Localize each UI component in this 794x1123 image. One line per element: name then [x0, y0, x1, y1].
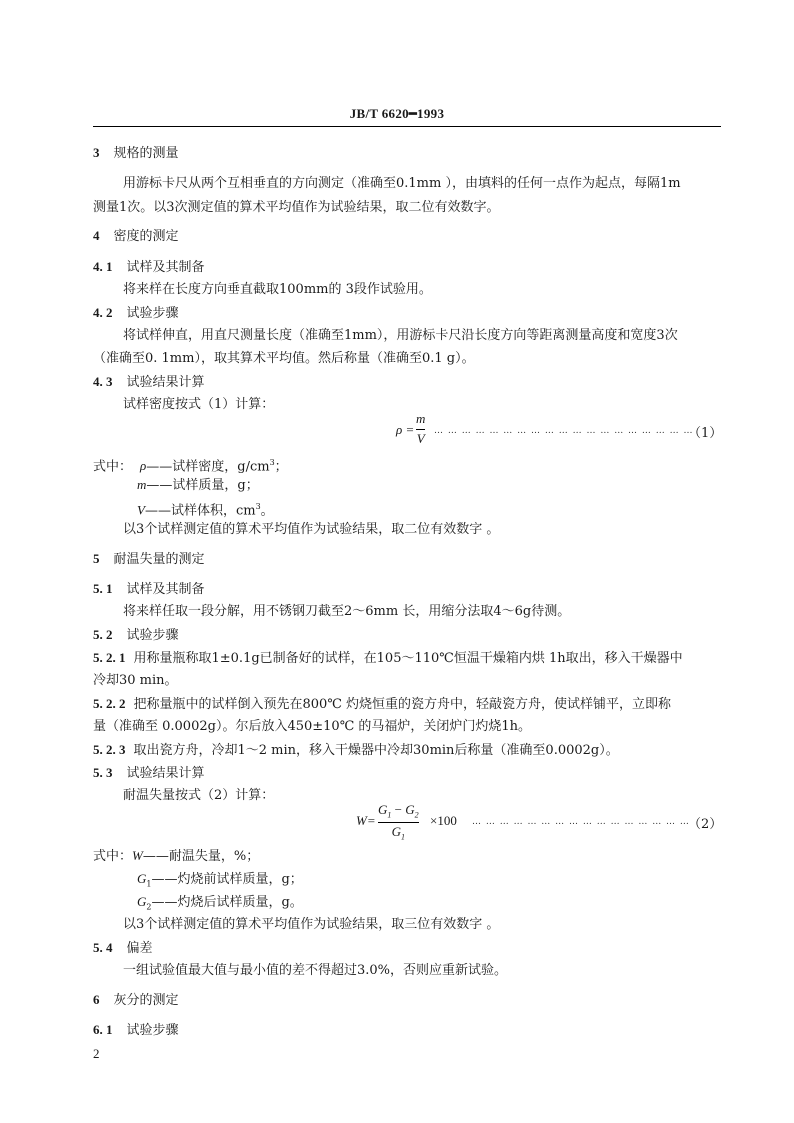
- section-number: 3: [93, 145, 100, 160]
- page-number: 2: [93, 1046, 100, 1061]
- section-title: 试验步骤: [126, 1023, 179, 1038]
- section-title: 耐温失量的测定: [113, 552, 205, 567]
- subsection-5-4-heading: [93, 940, 153, 957]
- symbol: G: [137, 894, 147, 909]
- formula-2-lhs: W=: [356, 813, 376, 828]
- section-number: 5. 3: [93, 765, 113, 780]
- formula-2-fraction: [378, 802, 419, 841]
- definition: ——试样体积，cm: [144, 503, 256, 519]
- section-number: 4. 2: [93, 305, 113, 320]
- formula-2-multiplier: ×100: [430, 813, 457, 828]
- paragraph: 把称量瓶中的试样倒入预先在800℃ 灼烧恒重的瓷方舟中，轻敲瓷方舟，使试样铺平，立即称: [133, 697, 671, 712]
- section-title: 密度的测定: [113, 229, 179, 244]
- section-6-heading: [93, 992, 179, 1009]
- symbol: G: [391, 823, 401, 839]
- denominator: V: [416, 431, 425, 446]
- superscript: 3: [269, 458, 275, 467]
- paragraph: 取出瓷方舟，冷却1～2 min，移入干燥器中冷却30min后称量（准确至0.0002g）。: [133, 743, 619, 758]
- section-number: 5. 2: [93, 627, 113, 642]
- symbol: ρ: [140, 458, 147, 474]
- section-title: 偏差: [126, 941, 153, 956]
- where-lead: 式中：: [93, 459, 133, 475]
- where-g2: [137, 894, 303, 916]
- fraction-bar: [378, 822, 419, 823]
- clause-5-2-3: [93, 742, 619, 759]
- symbol: G: [378, 802, 388, 817]
- paragraph: 试样密度按式（1）计算：: [123, 397, 275, 412]
- section-number: 5. 2. 2: [93, 696, 126, 711]
- definition: ——灼烧后试样质量，g。: [151, 895, 303, 910]
- operator: −: [391, 802, 406, 817]
- where-m: [137, 477, 259, 494]
- subsection-4-1-heading: [93, 259, 205, 276]
- where-lead: 式中：: [93, 849, 133, 864]
- where-rho: [93, 455, 288, 475]
- subsection-5-2-heading: [93, 627, 179, 644]
- header-rule: [93, 126, 721, 127]
- symbol: G: [405, 802, 415, 817]
- paragraph: 将来样在长度方向垂直截取100mm的 3段作试验用。: [123, 282, 432, 297]
- subsection-4-3-heading: [93, 374, 205, 391]
- section-number: 6. 1: [93, 1022, 113, 1037]
- equation-number: （2）: [688, 817, 723, 832]
- leader-dots: … … … … … … … … … … … … … … … …: [472, 817, 690, 827]
- section-title: 试样及其制备: [126, 260, 205, 275]
- section-number: 5. 2. 1: [93, 650, 126, 665]
- section-number: 4. 3: [93, 374, 113, 389]
- punct: ；: [274, 459, 288, 475]
- subscript: 1: [146, 879, 152, 889]
- section-title: 试验步骤: [126, 628, 179, 643]
- definition: ——耐温失量，%；: [142, 849, 260, 864]
- subscript: 1: [387, 810, 392, 820]
- paragraph: 用称量瓶称取1±0.1g已制备好的试样，在105～110℃恒温干燥箱内烘 1h取出，移入干燥器中: [133, 651, 683, 666]
- symbol: V: [137, 502, 145, 518]
- section-number: 4: [93, 228, 100, 243]
- subsection-5-3-heading: [93, 765, 205, 782]
- section-4-heading: [93, 228, 179, 245]
- section-title: 试验结果计算: [126, 766, 205, 781]
- equation-number: （1）: [688, 426, 723, 441]
- denominator: [392, 824, 405, 842]
- numerator: m: [416, 411, 426, 426]
- section-title: 试样及其制备: [126, 582, 205, 597]
- subscript: 2: [414, 810, 419, 820]
- section-number: 5. 2. 3: [93, 742, 126, 757]
- subscript: 2: [146, 902, 152, 912]
- fraction-bar: [416, 429, 425, 430]
- paragraph: 将试样伸直，用直尺测量长度（准确至1mm），用游标卡尺沿长度方向等距离测量高度和宽度3次: [123, 328, 678, 343]
- section-3-heading: [93, 145, 179, 162]
- paragraph: 测量1次。以3次测定值的算术平均值作为试验结果，取二位有效数字。: [93, 200, 500, 215]
- paragraph: 耐温失量按式（2）计算：: [123, 788, 275, 803]
- paragraph: 用游标卡尺从两个互相垂直的方向测定（准确至0.1mm ），由填料的任何一点作为起点，每隔1m: [123, 176, 681, 191]
- clause-5-2-2: [93, 696, 671, 713]
- paragraph: 将来样任取一段分解，用不锈钢刀截至2～6mm 长，用缩分法取4～6g待测。: [123, 604, 571, 619]
- section-number: 5. 1: [93, 581, 113, 596]
- section-title: 灰分的测定: [113, 993, 179, 1008]
- paragraph: 以3个试样测定值的算术平均值作为试验结果，取二位有效数字 。: [123, 522, 500, 537]
- superscript: 3: [255, 502, 261, 511]
- punct: 。: [260, 503, 274, 519]
- subsection-5-1-heading: [93, 581, 205, 598]
- where-w: [93, 848, 259, 865]
- paragraph: 一组试验值最大值与最小值的差不得超过3.0%，否则应重新试验。: [123, 963, 508, 978]
- section-number: 5. 4: [93, 940, 113, 955]
- subsection-4-2-heading: [93, 305, 179, 322]
- where-g1: [137, 871, 303, 893]
- subsection-6-1-heading: [93, 1022, 179, 1039]
- section-number: 5: [93, 551, 100, 566]
- section-title: 规格的测量: [113, 146, 179, 161]
- section-number: 6: [93, 992, 100, 1007]
- section-title: 试验结果计算: [126, 375, 205, 390]
- paragraph: 冷却30 min。: [93, 673, 178, 688]
- definition: ——灼烧前试样质量，g；: [151, 872, 303, 887]
- definition: ——试样密度，g/cm: [146, 459, 270, 475]
- symbol: m: [137, 477, 147, 492]
- section-5-heading: [93, 551, 205, 568]
- formula-1-fraction: [416, 411, 425, 447]
- paragraph: 以3个试样测定值的算术平均值作为试验结果，取三位有效数字 。: [123, 917, 500, 932]
- numerator: [378, 802, 419, 820]
- symbol: G: [137, 871, 147, 886]
- definition: ——试样质量，g；: [146, 478, 259, 493]
- where-v: [137, 499, 274, 519]
- section-title: 试验步骤: [126, 306, 179, 321]
- section-number: 4. 1: [93, 259, 113, 274]
- leader-dots: … … … … … … … … … … … … … … … … … … …: [434, 426, 694, 436]
- paragraph: 量（准确至 0.0002g）。尔后放入450±10℃ 的马福炉，关闭炉门灼烧1h。: [93, 719, 532, 734]
- formula-1-lhs: ρ =: [396, 422, 415, 437]
- subscript: 1: [401, 832, 405, 842]
- symbol: W: [132, 848, 143, 863]
- paragraph: （准确至0. 1mm），取其算术平均值。然后称量（准确至0.1 g）。: [93, 351, 475, 366]
- clause-5-2-1: [93, 650, 683, 667]
- standard-code-header: JB/T 6620━1993: [349, 106, 445, 121]
